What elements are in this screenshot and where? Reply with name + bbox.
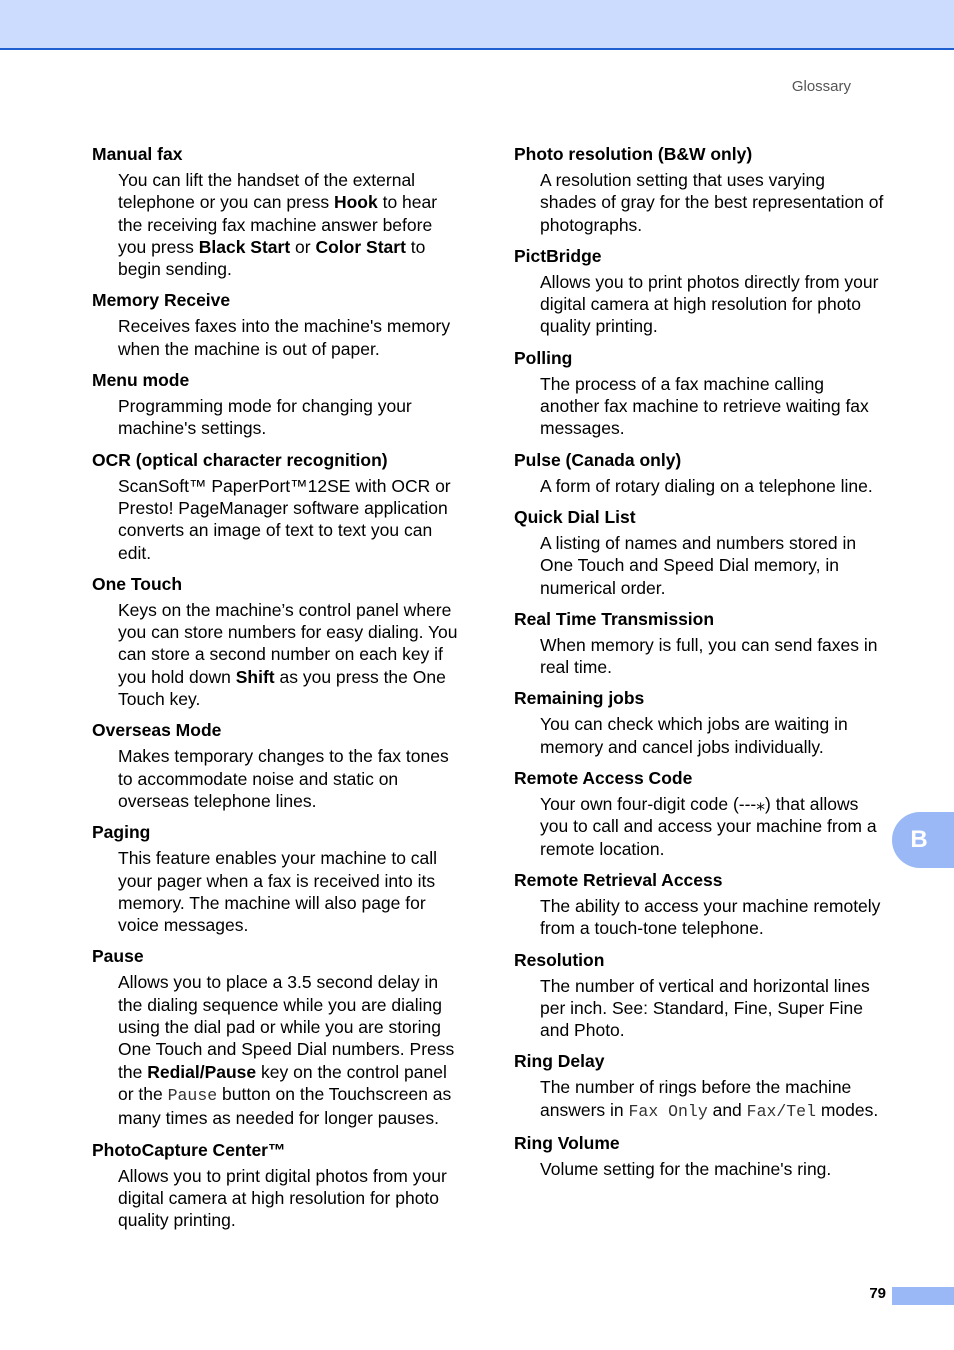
glossary-term: Remote Access Code [514, 768, 693, 789]
definition-text: Receives faxes into the machine's memory when the machine is out of paper. [118, 316, 451, 359]
glossary-term: Pause [92, 946, 144, 967]
definition-text: The number of vertical and horizontal lines per inch. See: Standard, Fine, Super Fine and Photo. [540, 975, 870, 1041]
definition-text: The number of rings before the machine answers in [540, 1077, 852, 1120]
definition-text: You can lift the handset of the external telephone or you can press [118, 170, 416, 213]
glossary-definition [118, 847, 464, 936]
definition-text: Makes temporary changes to the fax tones to accommodate noise and static on overseas telephone lines. [118, 746, 449, 811]
glossary-term: Remaining jobs [514, 688, 645, 709]
glossary-definition [118, 971, 464, 1129]
definition-text: ScanSoft™ PaperPort™12SE with OCR or Presto! PageManager software application converts an image of text to text you can edit. [118, 475, 451, 563]
glossary-term: Resolution [514, 949, 605, 970]
glossary-definition [540, 532, 886, 599]
definition-text: and [707, 1099, 747, 1120]
glossary-term: Polling [514, 347, 573, 368]
appendix-tab-b: B [892, 812, 954, 868]
glossary-definition [118, 1165, 464, 1232]
glossary-definition [540, 634, 886, 679]
glossary-definition [540, 169, 886, 236]
glossary-term: Manual fax [92, 144, 183, 164]
glossary-definition [118, 395, 464, 440]
definition-text: as you press the One Touch key. [118, 666, 446, 710]
glossary-term: Real Time Transmission [514, 608, 715, 629]
glossary-term: Ring Delay [514, 1051, 605, 1072]
definition-text: Programming mode for changing your machine's settings. [118, 396, 412, 439]
glossary-definition [540, 975, 886, 1042]
definition-text: button on the Touchscreen as many times as needed for longer pauses. [118, 1083, 452, 1129]
glossary-term: Memory Receive [92, 290, 231, 311]
section-title: Glossary [791, 78, 851, 95]
definition-text: to begin sending. [118, 236, 426, 280]
definition-text: A listing of names and numbers stored in One Touch and Speed Dial memory, in numerical order. [540, 532, 857, 598]
definition-text: A form of rotary dialing on a telephone line. [540, 475, 873, 496]
glossary-definition [118, 169, 464, 280]
glossary-definition [540, 373, 886, 440]
glossary-definition [118, 475, 464, 564]
definition-text: modes. [815, 1099, 879, 1120]
definition-text: The process of a fax machine calling another fax machine to retrieve waiting fax messages. [540, 373, 869, 439]
definition-text: Allows you to print digital photos from your digital camera at high resolution for photo quality printing. [118, 1165, 447, 1231]
glossary-term: PhotoCapture Center™ [92, 1139, 286, 1160]
definition-text: You can check which jobs are waiting in memory and cancel jobs individually. [540, 714, 848, 757]
definition-text: Keys on the machine’s control panel where you can store numbers for easy dialing. You can store a second number on each key if you hold down [118, 599, 458, 687]
glossary-definition [540, 271, 886, 338]
glossary-term: Ring Volume [514, 1133, 620, 1154]
definition-text: This feature enables your machine to call your pager when a fax is received into its memory. The machine will also page for voice messages. [118, 848, 438, 936]
definition-text: A resolution setting that uses varying shades of gray for the best representation of photographs. [540, 170, 884, 235]
glossary-term: Pulse (Canada only) [514, 449, 682, 470]
definition-text: Volume setting for the machine's ring. [540, 1159, 832, 1180]
definition-screen-text: Fax/Tel [746, 1101, 816, 1121]
definition-bold-key: Black Start [198, 236, 291, 257]
glossary-term: Menu mode [92, 370, 190, 391]
definition-screen-text: Fax Only [628, 1101, 708, 1121]
definition-text: key on the control panel or the [118, 1061, 447, 1104]
glossary-definition [540, 713, 886, 758]
glossary-definition [540, 1158, 886, 1180]
glossary-term: OCR (optical character recognition) [92, 449, 388, 470]
glossary-definition [118, 745, 464, 812]
glossary-term: One Touch [92, 573, 183, 594]
glossary-definition [540, 1076, 886, 1123]
definition-text: or [290, 236, 316, 257]
glossary-definition [540, 475, 886, 497]
definition-text: to hear the receiving fax machine answer before you press [118, 192, 438, 257]
glossary-term: Quick Dial List [514, 506, 636, 527]
glossary-term: Remote Retrieval Access [514, 869, 723, 890]
definition-text: Allows you to place a 3.5 second delay in the dialing sequence while you are dialing using the dial pad or while you are storing One Touch and Speed Dial numbers. Press the [118, 972, 455, 1082]
definition-text: The ability to access your machine remotely from a touch-tone telephone. [540, 895, 881, 939]
glossary-definition [540, 793, 886, 860]
glossary-definition [118, 315, 464, 360]
definition-bold-key: Shift [235, 666, 275, 687]
glossary-term: Overseas Mode [92, 720, 222, 741]
definition-bold-key: Hook [333, 192, 378, 213]
glossary-term: Paging [92, 822, 151, 843]
glossary-definition [118, 599, 464, 710]
definition-text: Your own four-digit code (---⁎) that allows you to call and access your machine from a remote location. [540, 794, 877, 859]
glossary-column-left [92, 143, 464, 1240]
page-number: 79 [869, 1285, 886, 1302]
definition-bold-key: Color Start [315, 236, 406, 257]
glossary-column-right [514, 143, 886, 1189]
page-number-bar [892, 1287, 954, 1305]
definition-bold-key: Redial/Pause [147, 1061, 257, 1082]
definition-text: When memory is full, you can send faxes in real time. [540, 634, 878, 678]
definition-screen-text: Pause [167, 1085, 218, 1105]
definition-text: Allows you to print photos directly from your digital camera at high resolution for photo quality printing. [540, 271, 879, 337]
header-bar [0, 0, 954, 50]
glossary-term: PictBridge [514, 245, 602, 266]
glossary-definition [540, 895, 886, 940]
glossary-term: Photo resolution (B&W only) [514, 144, 753, 164]
